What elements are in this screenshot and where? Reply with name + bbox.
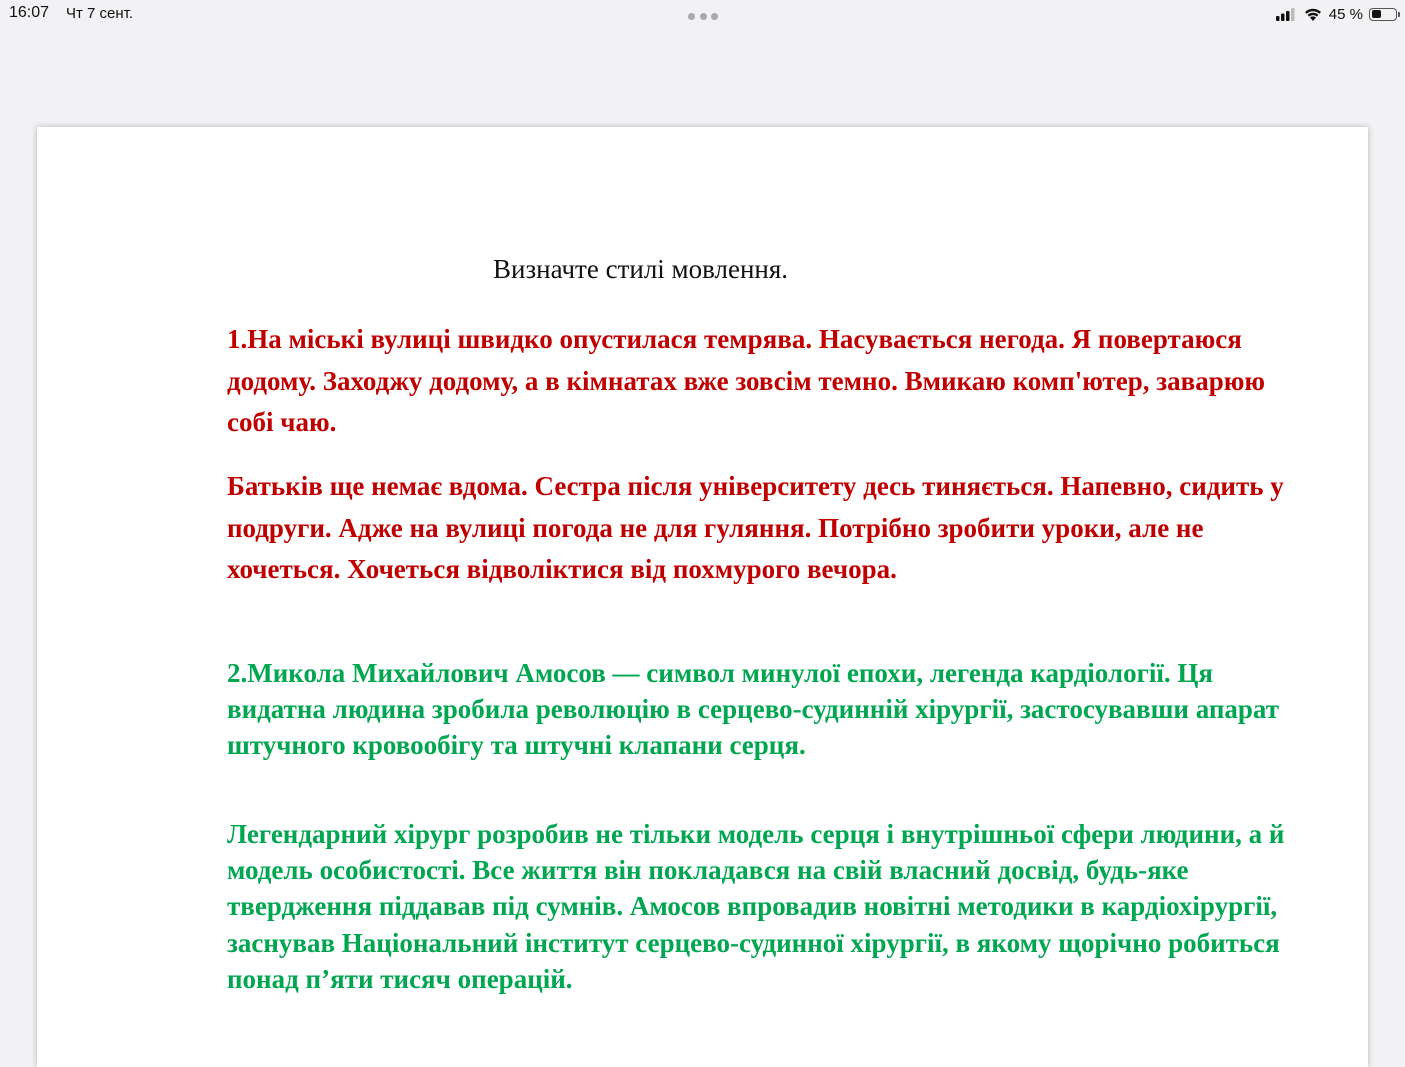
document-title: Визначте стилі мовлення.: [493, 254, 789, 284]
paragraph-1: 1.На міські вулиці швидко опустилася темрява. Насувається негода. Я повертаюся додому. Заходжу додому, а в кімнатах вже зовсім темно. Вмикаю комп'ютер, заварюю собі чаю.: [227, 324, 1265, 437]
status-indicators: [1275, 4, 1397, 24]
document-page: [37, 127, 1368, 1067]
wifi-icon: [1303, 7, 1323, 22]
paragraph-3: 2.Микола Михайлович Амосов — символ минулої епохи, легенда кардіології. Ця видатна людина зробила революцію в серцево-судинній хірургії, застосувавши апарат штучного кровообігу та штучні клапани серця.: [227, 658, 1279, 761]
paragraph-4: Легендарний хірург розробив не тільки модель серця і внутрішньої сфери людини, а й модель особистості. Все життя він покладався на свій власний досвід, будь-яке твердження піддавав під сумнів. Амосов впровадив новітні методики в кардіохірургії, заснував Національний інститут серцево-судинної хірургії, в якому щорічно робиться понад п’яти тисяч операцій.: [227, 819, 1285, 994]
battery-level-fill: [1372, 10, 1382, 18]
paragraph-2: Батьків ще немає вдома. Сестра після університету десь тиняється. Напевно, сидить у подруги. Адже на вулиці погода не для гуляння. Потрібно зробити уроки, але не хочеться. Хочеться відволіктися від похмурого вечора.: [227, 471, 1284, 584]
status-time: 16:07: [9, 4, 50, 21]
status-date: Чт 7 сент.: [66, 5, 134, 22]
status-bar: [0, 0, 1405, 30]
battery-icon: [1369, 8, 1397, 21]
battery-percent: 45 %: [1328, 5, 1363, 23]
multitasking-dots-icon[interactable]: [688, 13, 718, 21]
cellular-signal-icon: [1275, 7, 1297, 21]
